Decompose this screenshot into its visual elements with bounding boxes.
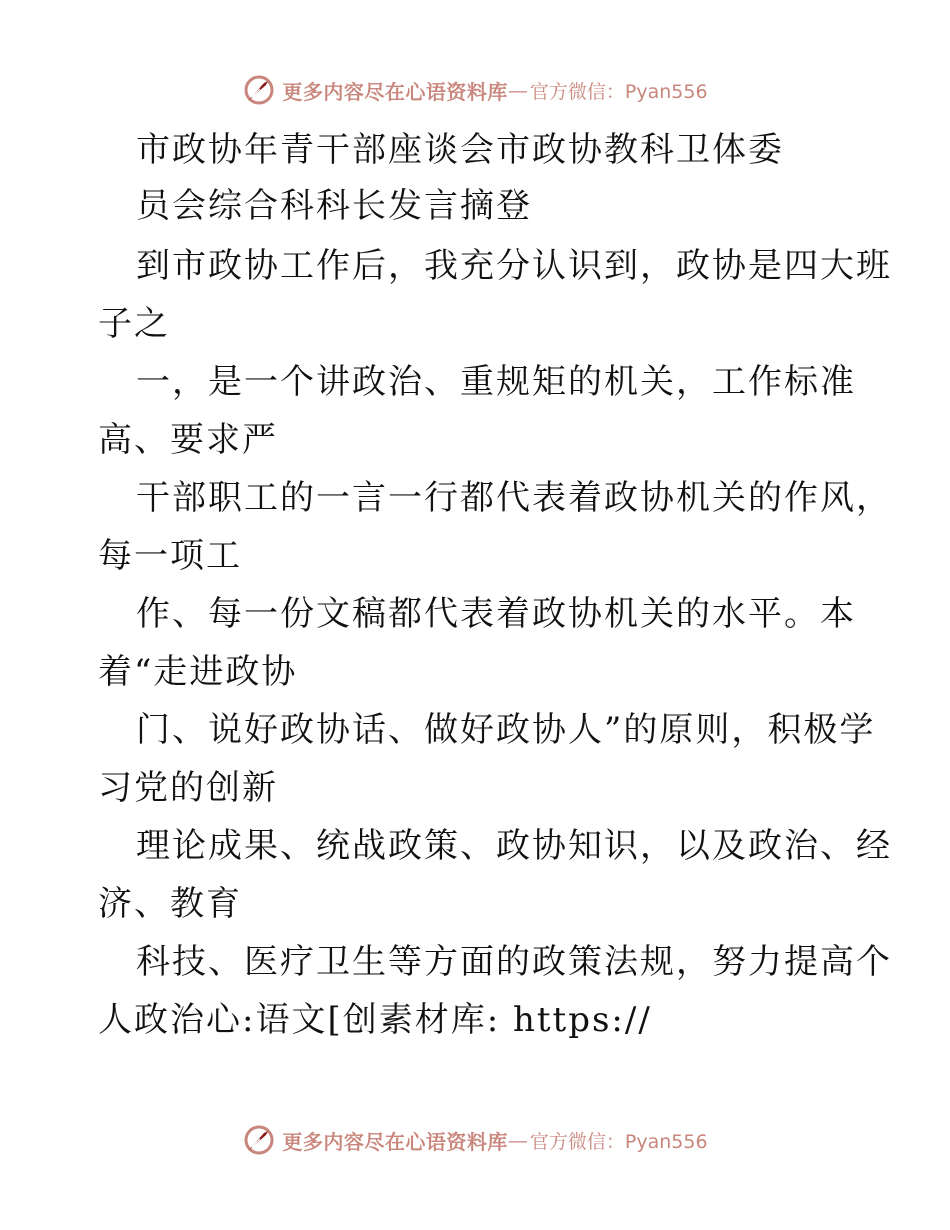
paragraph-line: 到市政协工作后，我充分认识到，政协是四大班: [136, 246, 892, 286]
paragraph-line: 干部职工的一言一行都代表着政协机关的作风，: [136, 478, 892, 518]
document-title-line-2: 员会综合科科长发言摘登: [136, 186, 532, 226]
paragraph-line: 科技、医疗卫生等方面的政策法规，努力提高个: [136, 942, 892, 982]
paragraph-line: 习党的创新: [98, 768, 278, 808]
footer-watermark: [0, 1120, 950, 1160]
paragraph-line: 人政治心:语文[创素材库: https://: [98, 1000, 652, 1040]
watermark-title: 更多内容尽在心语资料库: [282, 79, 508, 104]
quill-pen-logo-icon: [242, 73, 276, 107]
watermark-separator: —: [507, 78, 528, 102]
watermark-wechat: 官方微信：Pyan556: [529, 1130, 708, 1153]
watermark-separator: —: [507, 1128, 528, 1152]
paragraph-line: 济、教育: [98, 884, 242, 924]
paragraph-line: 一，是一个讲政治、重规矩的机关，工作标准: [136, 362, 856, 402]
paragraph-line: 高、要求严: [98, 420, 278, 460]
paragraph-line: 子之: [98, 304, 170, 344]
paragraph-line: 门、说好政协话、做好政协人”的原则，积极学: [136, 710, 876, 750]
paragraph-line: 作、每一份文稿都代表着政协机关的水平。本: [136, 594, 856, 634]
quill-pen-logo-icon: [242, 1123, 276, 1157]
paragraph-line: 每一项工: [98, 536, 242, 576]
watermark-wechat: 官方微信：Pyan556: [529, 80, 708, 103]
watermark-title: 更多内容尽在心语资料库: [282, 1129, 508, 1154]
paragraph-line: 理论成果、统战政策、政协知识，以及政治、经: [136, 826, 892, 866]
document-title-line-1: 市政协年青干部座谈会市政协教科卫体委: [136, 130, 784, 170]
paragraph-line: 着“走进政协: [98, 652, 298, 692]
header-watermark: [0, 70, 950, 110]
